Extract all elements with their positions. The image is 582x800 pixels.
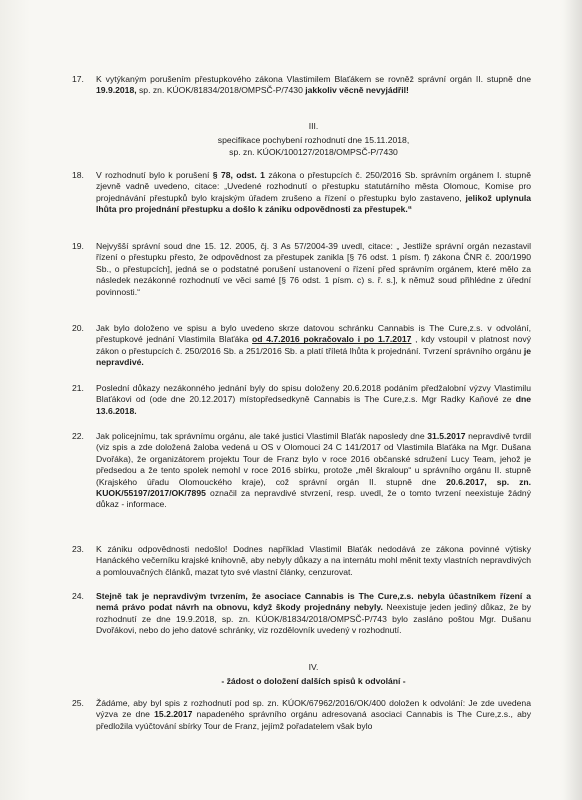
paragraph-19: 19. Nejvyšší správní soud dne 15. 12. 2005, čj. 3 As 57/2004-39 uvedl, citace: „ Jestliže správní orgán nezastavil řízení o přestupku přesto, že odpovědnost za přestupek zanikla [§ 76 odst. 1 písm. f) zákona ČNR č. 200/1990 Sb., o přestupcích], jedná se o podstatné porušení ustanovení o řízení před správním orgánem, které mělo za následek nezákonné rozhodnutí ve věci samé [§ 76 odst. 1 písm. c) s. ř. s.], k němuž soud přihlédne z úřední povinnosti.“ <box>72 241 531 297</box>
paragraph-number: 25. <box>72 698 84 708</box>
paragraph-17: 17. K vytýkaným porušením přestupkového zákona Vlastimilem Blaťákem se rovněž správní orgán II. stupně dne 19.9.2018, sp. zn. KÚOK/81834/2018/OMPSČ-P/7430 jakkoliv věcně nevyjádřil! <box>72 74 531 96</box>
paragraph-24: 24. Stejně tak je nepravdivým tvrzením, že asociace Cannabis is The Cure,z.s. nebyla účastníkem řízení a nemá právo podat návrh na obnovu, když škody projednány nebyly. Neexistuje jeden jediný důkaz, že by rozhodnutí ze dne 19.9.2018, sp. zn. KÚOK/81834/2018/OMPSČ-P/743 bylo zasláno poštou Mgr. Dušanu Dvořákovi, nebo do jeho datové schránky, viz rozdělovník uvedený v rozhodnutí. <box>72 591 532 636</box>
paragraph-number: 24. <box>72 591 84 601</box>
paragraph-22: 22. Jak policejnímu, tak správnímu orgánu, ale také justici Vlastimil Blaťák naposledy dne 31.5.2017 nepravdivě tvrdil (viz spis a zde doložená žaloba vedená u OS v Olomouci 24 C 141/2017 od Vlastimila Blaťáka na Mgr. Dušana Dvořáka), že organizátorem projektu Tour de Franz bylo v roce 2016 občanské sdružení Lucy Team, jehož je předsedou a že tento spolek nemohl v roce 2016 sbírku, protože „měl škraloup“ u správního orgánu II. stupně (Krajského úřadu Olomouckého kraje), což správní orgán II. stupně dne 20.6.2017, sp. zn. KUOK/55197/2017/OK/7895 označil za nepravdivé stvrzení, resp. uvedl, že o tomto tvrzení neexistuje žádný důkaz - informace. <box>72 431 531 510</box>
paragraph-23: 23. K zániku odpovědnosti nedošlo! Dodnes například Vlastimil Blaťák nedodává ze zákona povinné výtisky Hanáckého večerníku krajské knihovně, aby nebyly důkazy a na internátu mohl měnit texty vlastních nepravdivých a pomlouvačných článků, mazat tyto své vlastní články, cenzurovat. <box>72 544 531 577</box>
paragraph-number: 23. <box>72 544 84 554</box>
paragraph-25: 25. Žádáme, aby byl spis z rozhodnutí pod sp. zn. KÚOK/67962/2016/OK/400 doložen k odvolání: Je zde uvedena výzva ze dne 15.2.2017 napadeného správního orgánu adresovaná asociaci Cannabis is The Cure,z.s., aby předložila vyúčtování sbírky Tour de Franz, jejímž pořadatelem však bylo <box>72 698 531 731</box>
paragraph-18: 18. V rozhodnutí bylo k porušení § 78, odst. 1 zákona o přestupcích č. 250/2016 Sb. správním orgánem I. stupně zjevně vadně uvedeno, citace: „Uvedené rozhodnutí o přestupku statutárního města Olomouc, Komise pro projednávání přestupků bylo krajským úřadem zrušeno a řízení o přestupku bylo zastaveno, jelikož uplynula lhůta pro projednání přestupku a došlo k zániku odpovědnosti za přestupek.“ <box>72 170 531 215</box>
paragraph-number: 19. <box>72 241 84 251</box>
paragraph-number: 21. <box>72 383 84 393</box>
paragraph-number: 20. <box>72 323 84 333</box>
paragraph-20: 20. Jak bylo doloženo ve spisu a bylo uvedeno skrze datovou schránku Cannabis is The Cure,z.s. v odvolání, přestupkové jednání Vlastimila Blaťáka od 4.7.2016 pokračovalo i po 1.7.2017 , kdy vstoupil v platnost nový zákon o přestupcích č. 250/2016 Sb. a 251/2016 Sb. a platí tříletá lhůta k projednání. Tvrzení správního orgánu je nepravdivé. <box>72 323 531 368</box>
page-edge-shadow <box>564 0 582 800</box>
paragraph-21: 21. Poslední důkazy nezákonného jednání byly do spisu doloženy 20.6.2018 podáním předžalobní výzvy Vlastimilu Blaťákovi od (ode dne 20.12.2017) místopředsedkyně Cannabis is The Cure,z.s. Mgr Radky Kaňové ze dne 13.6.2018. <box>72 383 531 416</box>
section-subtitle-iv: - žádost o doložení dalších spisů k odvolání - <box>221 676 406 686</box>
paragraph-number: 17. <box>72 74 84 84</box>
paragraph-number: 18. <box>72 170 84 180</box>
section-heading-iv: IV. <box>308 662 319 672</box>
section-subtitle-ref: sp. zn. KÚOK/100127/2018/OMPSČ-P/7430 <box>229 147 398 157</box>
paragraph-number: 22. <box>72 431 84 441</box>
section-heading-iii: III. <box>308 121 319 131</box>
section-subtitle: specifikace pochybení rozhodnutí dne 15.11.2018, <box>217 135 410 145</box>
